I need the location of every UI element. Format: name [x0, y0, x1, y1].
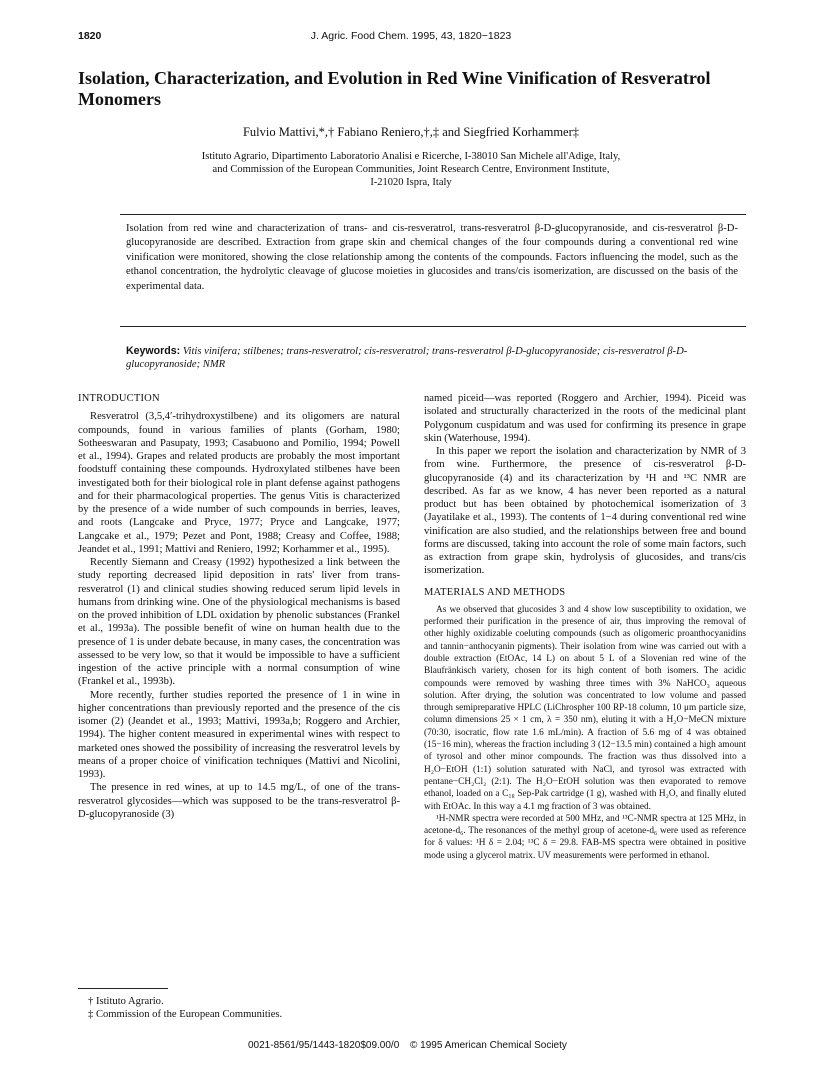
authors: Fulvio Mattivi,*,† Fabiano Reniero,†,‡ and Siegfried Korhammer‡ [242, 125, 580, 139]
running-header [78, 30, 744, 44]
paragraph: As we observed that glucosides 3 and 4 show low susceptibility to oxidation, we performed their purification in the presence of air, thus improving the removal of other highly oxidizable coeluting compounds (such as oligomeric proanthocyanidins and tannin−anthocyanin pigments). Their isolation from wine was carried out with a double extraction (EtOAc, 14 L) on about 5 L of a Slovenian red wine of the Blaufränkisch variety, chosen for its high content of both isomers. The acidic compounds were removed by washing three times with 3% NaHCO₃ aqueous solution. After drying, the solution was concentrated to low volume and passed through semipreparative HPLC (LiChrospher 100 RP-18 column, 10 μm particle size, column dimensions 25 × 1 cm, λ = 350 nm), eluting it with a H₂O−MeCN mixture (70:30, isocratic, flow rate 1.6 mL/min). A fraction of 5.6 mg of 4 was obtained (15−16 min), whereas the fraction including 3 (12−13.5 min) contained a high amount of tyrosol and other minor compounds. The fraction was thus dissolved into a H₂O−EtOH (1:1) solution saturated with NaCl, and tyrosol was extracted with pentane−CH₂Cl₂ (2:1). The H₂O−EtOH solution was then evaporated to remove ethanol, loaded on a C₁₈ Sep-Pak cartridge (1 g), washed with H₂O, and finally eluted with EtOAc. In this way a 4.1 mg fraction of 3 was obtained. [424, 604, 746, 812]
page-footer [78, 1040, 744, 1054]
footnote-rule [78, 988, 168, 989]
keywords-text: Vitis vinifera; stilbenes; trans-resveratrol; cis-resveratrol; trans-resveratrol β-D-glucopyranoside; cis-resveratrol β-D-glucopyranoside; NMR [126, 346, 688, 371]
footnotes [78, 988, 400, 1021]
journal-citation: J. Agric. Food Chem. 1995, 43, 1820−1823 [310, 30, 512, 42]
footnote: ‡ Commission of the European Communities. [88, 1009, 283, 1020]
page-number: 1820 [78, 30, 102, 42]
abstract-bottom-rule [120, 326, 746, 327]
left-column [78, 392, 400, 821]
paragraph: Recently Siemann and Creasy (1992) hypothesized a link between the study reporting decreased lipid deposition in rats' liver from trans-resveratrol (1) and clinical studies showing reduced serum lipid levels in humans from drinking wine. One of the physiological mechanisms is based on the proved inhibition of LDL oxidation by phenolic substances (Frankel et al., 1993a). The possible benefit of wine on human health due to the presence of 1 is under debate because, in many cases, the concentration was assessed to be very low, so that it would be impossible to have a sufficient ingestion of the active principle with a normal consumption of wine (Frankel et al., 1993b). [78, 557, 400, 688]
affiliation-line: Istituto Agrario, Dipartimento Laboratorio Analisi e Ricerche, I-38010 San Michele all'Adige, Italy, [201, 151, 621, 162]
paragraph: named piceid—was reported (Roggero and Archier, 1994). Piceid was isolated and structurally characterized in the roots of the medicinal plant Polygonum cuspidatum and was used for confirming its presence in grape skin (Waterhouse, 1994). [424, 393, 746, 444]
paragraph: Resveratrol (3,5,4′-trihydroxystilbene) and its oligomers are natural compounds, found in various families of plants (Gorham, 1980; Sotheeswaran and Pasupaty, 1993; Casabuono and Pomilio, 1994; Powell et al., 1994). Grapes and related products are probably the most important foodstuff containing these compounds. Hydroxylated stilbenes have been investigated both for their biological role in plant defense against pathogens and for their pharmacological properties. The genus Vitis is characterized by the presence of a wide number of such compounds in berries, leaves, and roots (Langcake and Pryce, 1977; Pryce and Langcake, 1977; Langcake et al., 1979; Pezet and Pont, 1988; Creasy and Coffee, 1988; Jeandet et al., 1991; Mattivi and Reniero, 1992; Korhammer et al., 1995). [78, 411, 400, 555]
abstract-top-rule [120, 214, 746, 215]
methods-heading: MATERIALS AND METHODS [424, 586, 566, 598]
article-title: Isolation, Characterization, and Evolution in Red Wine Vinification of Resveratrol Monomers [78, 68, 711, 109]
paragraph: More recently, further studies reported the presence of 1 in wine in higher concentrations than previously reported and the presence of the cis isomer (2) (Jeandet et al., 1993; Mattivi, 1993a,b; Roggero and Archier, 1994). The higher content measured in experimental wines with respect to marketed ones showed the possibility of increasing the resveratrol levels by means of a proper choice of vinification techniques (Mattivi and Nicolini, 1993). [78, 689, 400, 780]
paragraph: ¹H-NMR spectra were recorded at 500 MHz, and ¹³C-NMR spectra at 125 MHz, in acetone-d₆. The resonances of the methyl group of acetone-d₆ were used as reference for δ values: ¹H δ = 2.04; ¹³C δ = 29.8. FAB-MS spectra were obtained in positive mode using a glycerol matrix. UV measurements were performed in ethanol. [424, 813, 746, 861]
paragraph: In this paper we report the isolation and characterization by NMR of 3 from wine. Furthermore, the presence of cis-resveratrol β-D-glucopyranoside (4) and its characterization by ¹H and ¹³C NMR are described. As far as we know, 4 has never been reported as a natural product but has been obtained by photochemical isomerization of 3 (Jayatilake et al., 1993). The contents of 1−4 during conventional red wine vinification are also studied, and the relationships between free and bound forms are discussed, taking into account the role of some main factors, such as extraction from grape skin, hydrolysis of glucosides, and trans/cis isomerization. [424, 446, 746, 577]
affiliation-line: I-21020 Ispra, Italy [370, 177, 452, 189]
keywords [126, 345, 738, 372]
keywords-label: Keywords: [126, 345, 181, 357]
affiliations [120, 150, 702, 190]
right-column [424, 392, 746, 862]
paragraph: The presence in red wines, at up to 14.5 mg/L, of one of the trans-resveratrol glycosides—which was supposed to be the trans-resveratrol β-D-glucopyranoside (3) [78, 782, 400, 820]
abstract: Isolation from red wine and characterization of trans- and cis-resveratrol, trans-resveratrol β-D-glucopyranoside, and cis-resveratrol β-D-glucopyranoside are described. Extraction from grape skin and chemical changes of the four compounds during a conventional red wine vinification were monitored, showing the close relationship among the contents of the compounds. Factors influencing the model, such as the ethanol concentration, the hydrolytic cleavage of glucose moieties in glucosides and trans/cis isomerization, are discussed on the basis of the experimental data. [126, 223, 738, 292]
affiliation-line: and Commission of the European Communities, Joint Research Centre, Environment Institute, [212, 164, 610, 176]
copyright: © 1995 American Chemical Society [410, 1040, 567, 1051]
article-code: 0021-8561/95/1443-1820$09.00/0 [248, 1040, 400, 1051]
footnote: † Istituto Agrario. [88, 996, 164, 1007]
introduction-heading: INTRODUCTION [78, 393, 160, 404]
